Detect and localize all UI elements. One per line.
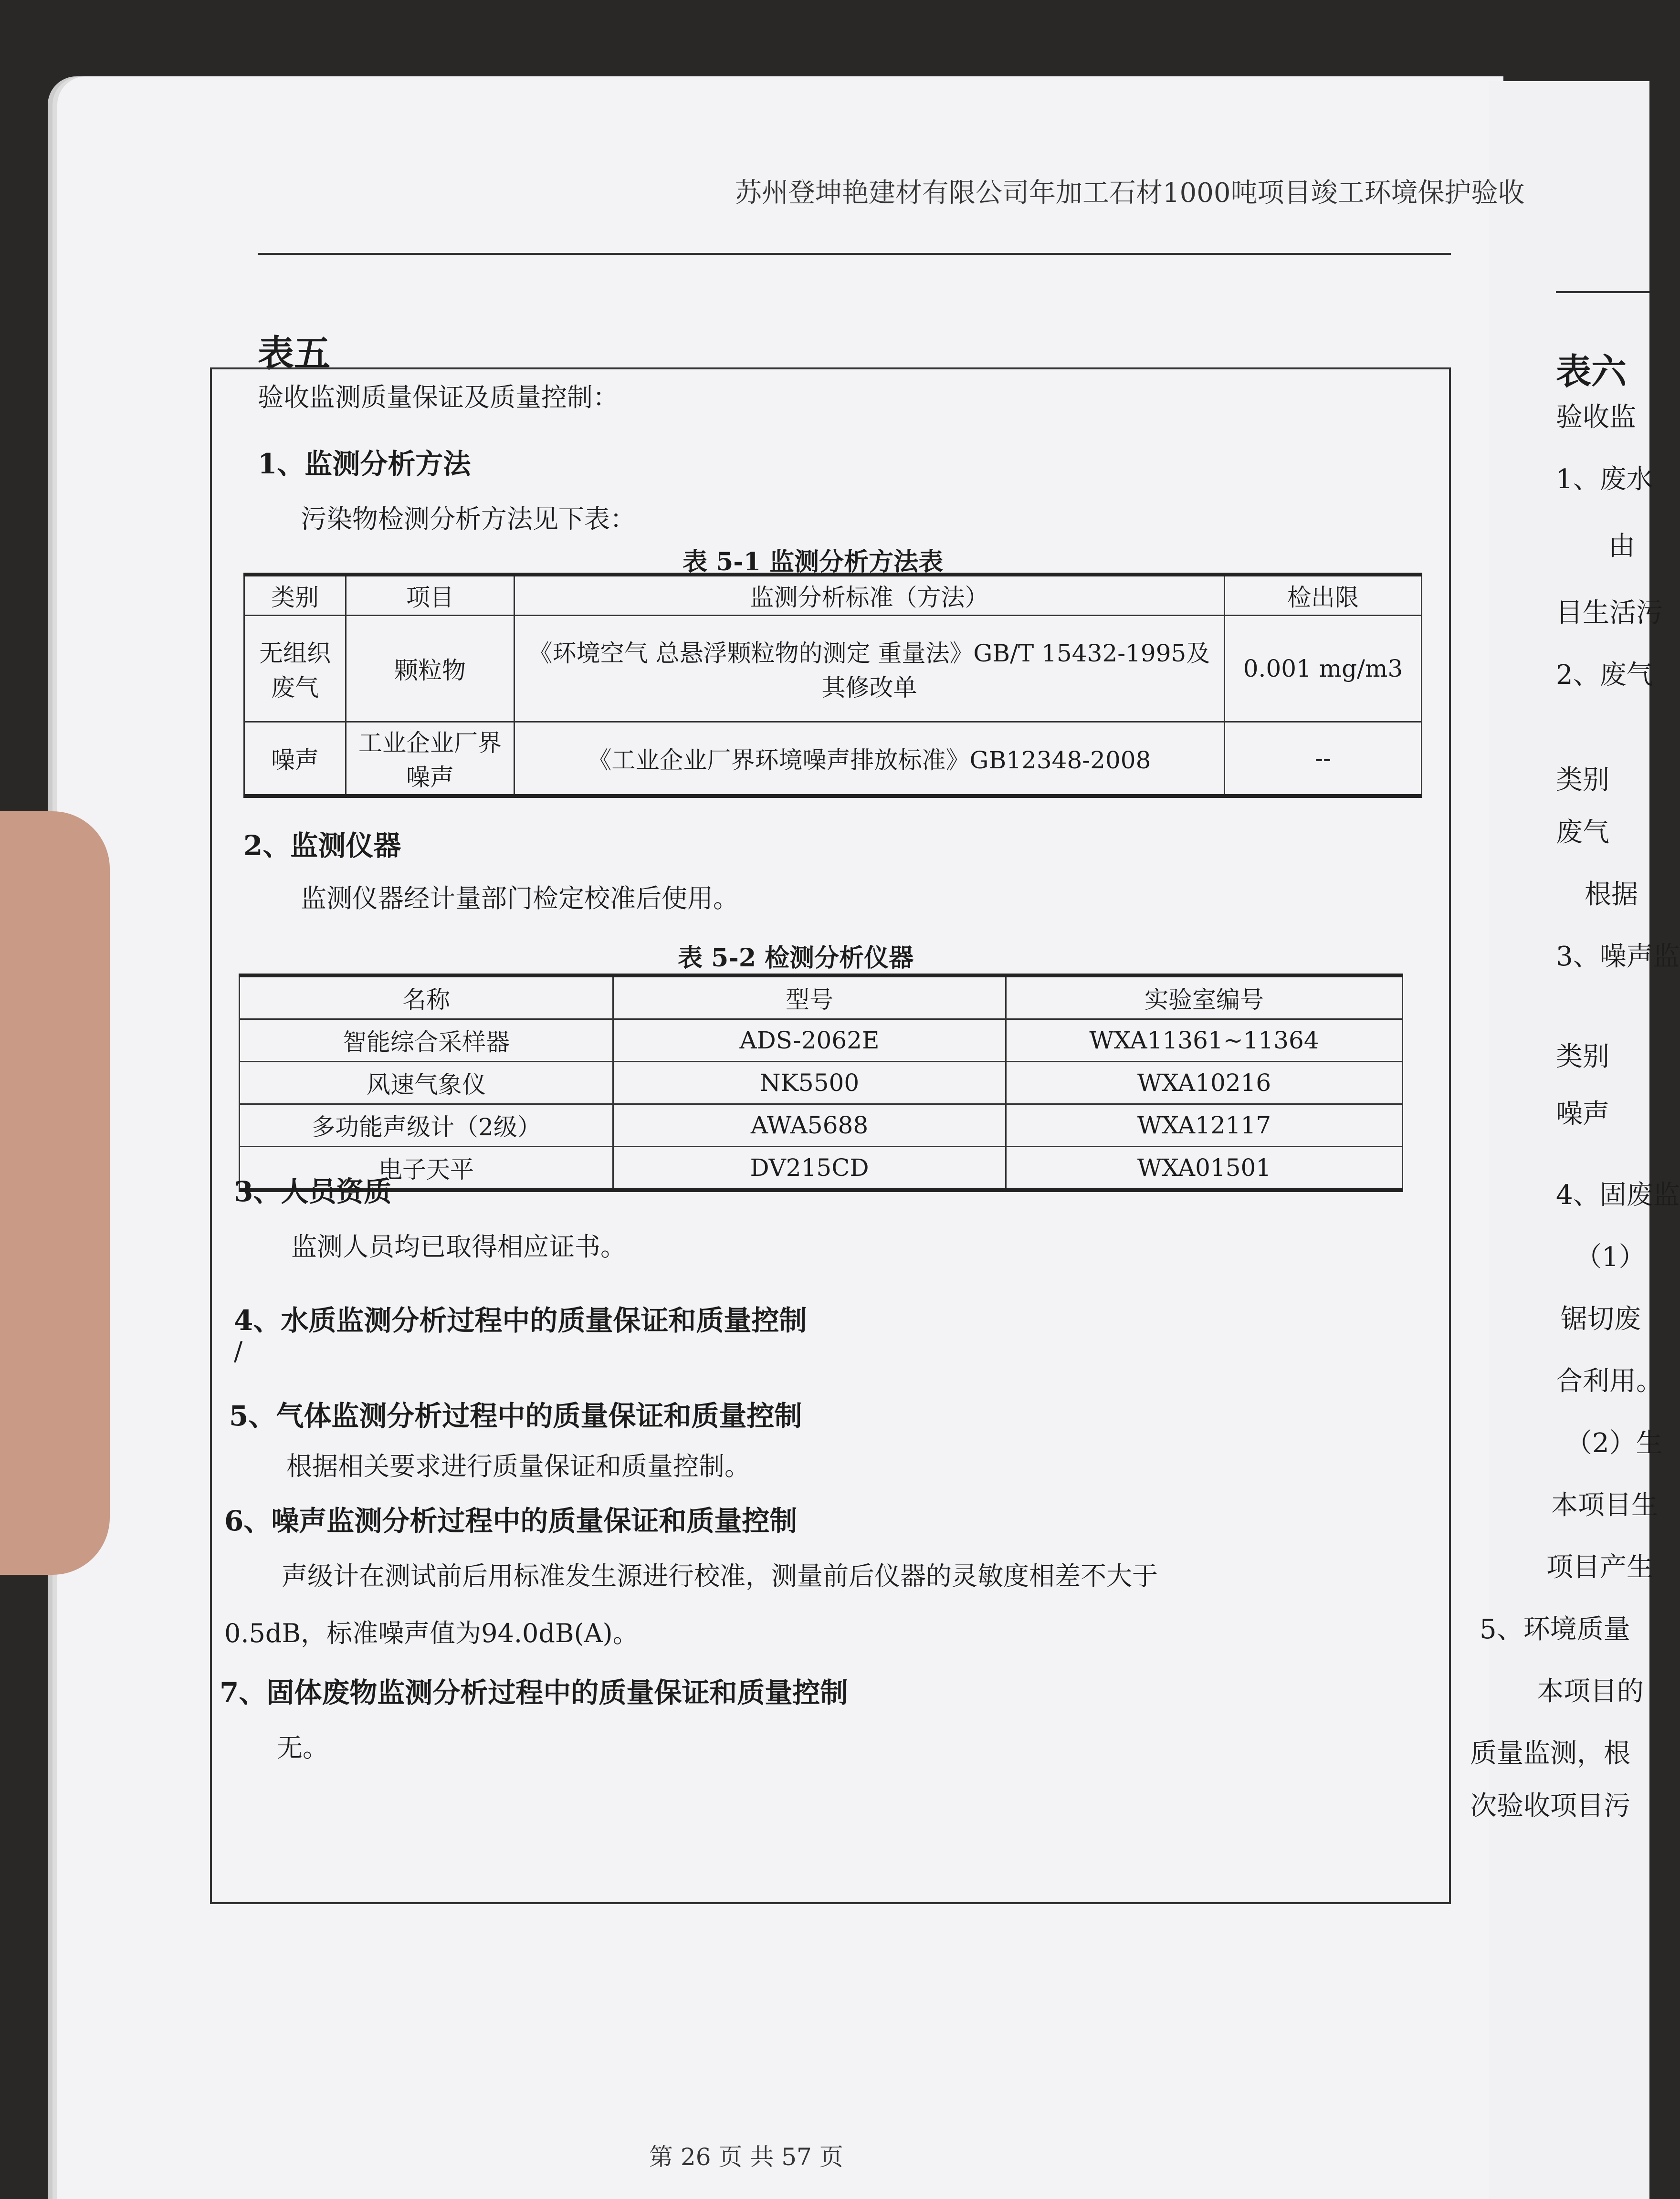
s3-heading: 3、人员资质: [234, 1175, 392, 1208]
table-cell: 噪声: [244, 722, 346, 796]
right-section-title: 表六: [1556, 351, 1627, 392]
table-cell: WXA11361~11364: [1006, 1019, 1403, 1062]
running-header: 苏州登坤艳建材有限公司年加工石材1000吨项目竣工环境保护验收: [735, 178, 1525, 209]
header-rule: [258, 253, 1451, 255]
right-line: 质量监测，根: [1470, 1738, 1630, 1769]
method-table: [243, 573, 1422, 798]
table2-caption: 表 5-2 检测分析仪器: [678, 943, 914, 973]
col-header: 名称: [240, 975, 613, 1019]
right-line: 锯切废: [1561, 1304, 1641, 1335]
table-cell: 颗粒物: [346, 616, 514, 722]
table-cell: 智能综合采样器: [240, 1019, 613, 1062]
table-cell: 《环境空气 总悬浮颗粒物的测定 重量法》GB/T 15432-1995及其修改单: [514, 616, 1225, 722]
table-cell: 风速气象仪: [240, 1062, 613, 1104]
col-header: 检出限: [1225, 575, 1422, 616]
s1-heading: 1、监测分析方法: [258, 448, 471, 480]
col-header: 实验室编号: [1006, 975, 1403, 1019]
right-line: 废气: [1556, 817, 1609, 848]
s6-text-line1: 声级计在测试前后用标准发生源进行校准，测量前后仪器的灵敏度相差不大于: [282, 1561, 1158, 1591]
table-row: [240, 1019, 1403, 1062]
table-row: [240, 1104, 1403, 1147]
s2-text: 监测仪器经计量部门检定校准后使用。: [301, 883, 739, 913]
s4-heading: 4、水质监测分析过程中的质量保证和质量控制: [234, 1304, 807, 1337]
right-line: 次验收项目污: [1470, 1791, 1630, 1822]
table-cell: WXA12117: [1006, 1104, 1403, 1147]
right-header-rule: [1556, 291, 1649, 293]
s5-text: 根据相关要求进行质量保证和质量控制。: [286, 1451, 750, 1481]
right-line: 4、固废监: [1556, 1180, 1680, 1211]
table-cell: AWA5688: [613, 1104, 1006, 1147]
right-line: 验收监: [1556, 402, 1636, 433]
table-header-row: [244, 575, 1422, 616]
table-row: [240, 1147, 1403, 1191]
table-cell: 电子天平: [240, 1147, 613, 1191]
table1-caption: 表 5-1 监测分析方法表: [682, 547, 944, 576]
s6-heading: 6、噪声监测分析过程中的质量保证和质量控制: [224, 1505, 798, 1537]
right-line: 根据: [1585, 879, 1638, 910]
table-cell: 0.001 mg/m3: [1225, 616, 1422, 722]
right-line: 合利用。: [1556, 1366, 1663, 1397]
s6-text-line2: 0.5dB，标准噪声值为94.0dB(A)。: [224, 1618, 639, 1648]
s7-text: 无。: [277, 1733, 328, 1763]
table-row: [244, 722, 1422, 796]
right-line: （2）生: [1565, 1428, 1663, 1459]
table-cell: NK5500: [613, 1062, 1006, 1104]
table-cell: ADS-2062E: [613, 1019, 1006, 1062]
table-cell: WXA01501: [1006, 1147, 1403, 1191]
table-cell: 《工业企业厂界环境噪声排放标准》GB12348-2008: [514, 722, 1225, 796]
table-cell: 工业企业厂界噪声: [346, 722, 514, 796]
s2-heading: 2、监测仪器: [243, 829, 401, 862]
right-line: 噪声: [1556, 1099, 1609, 1130]
table-cell: 多功能声级计（2级）: [240, 1104, 613, 1147]
s5-heading: 5、气体监测分析过程中的质量保证和质量控制: [229, 1400, 802, 1432]
s4-text: /: [234, 1336, 243, 1366]
right-line: 目生活污: [1556, 597, 1663, 628]
thumb: [0, 811, 110, 1575]
instrument-table: [239, 974, 1403, 1192]
page-footer: 第 26 页 共 57 页: [649, 2143, 843, 2171]
s1-text: 污染物检测分析方法见下表：: [301, 504, 636, 534]
table-row: [244, 616, 1422, 722]
right-line: 本项目的: [1537, 1676, 1644, 1707]
table-cell: WXA10216: [1006, 1062, 1403, 1104]
col-header: 型号: [613, 975, 1006, 1019]
right-line: 项目产生: [1546, 1552, 1653, 1583]
table-cell: DV215CD: [613, 1147, 1006, 1191]
table-row: [240, 1062, 1403, 1104]
s3-text: 监测人员均已取得相应证书。: [291, 1232, 626, 1262]
right-line: 本项目生: [1551, 1490, 1658, 1521]
right-line: 类别: [1556, 764, 1609, 796]
section-title: 表五: [258, 332, 330, 375]
right-line: （1）: [1575, 1242, 1646, 1273]
right-line: 1、废水: [1556, 464, 1653, 495]
right-line: 5、环境质量: [1480, 1614, 1630, 1645]
col-header: 项目: [346, 575, 514, 616]
table-header-row: [240, 975, 1403, 1019]
right-line: 2、废气: [1556, 660, 1653, 691]
right-line: 由: [1608, 531, 1635, 562]
col-header: 类别: [244, 575, 346, 616]
intro-text: 验收监测质量保证及质量控制：: [258, 382, 619, 412]
table-cell: 无组织废气: [244, 616, 346, 722]
right-line: 3、噪声监: [1556, 941, 1680, 972]
s7-heading: 7、固体废物监测分析过程中的质量保证和质量控制: [220, 1676, 848, 1709]
right-line: 类别: [1556, 1041, 1609, 1072]
col-header: 监测分析标准（方法）: [514, 575, 1225, 616]
table-cell: --: [1225, 722, 1422, 796]
